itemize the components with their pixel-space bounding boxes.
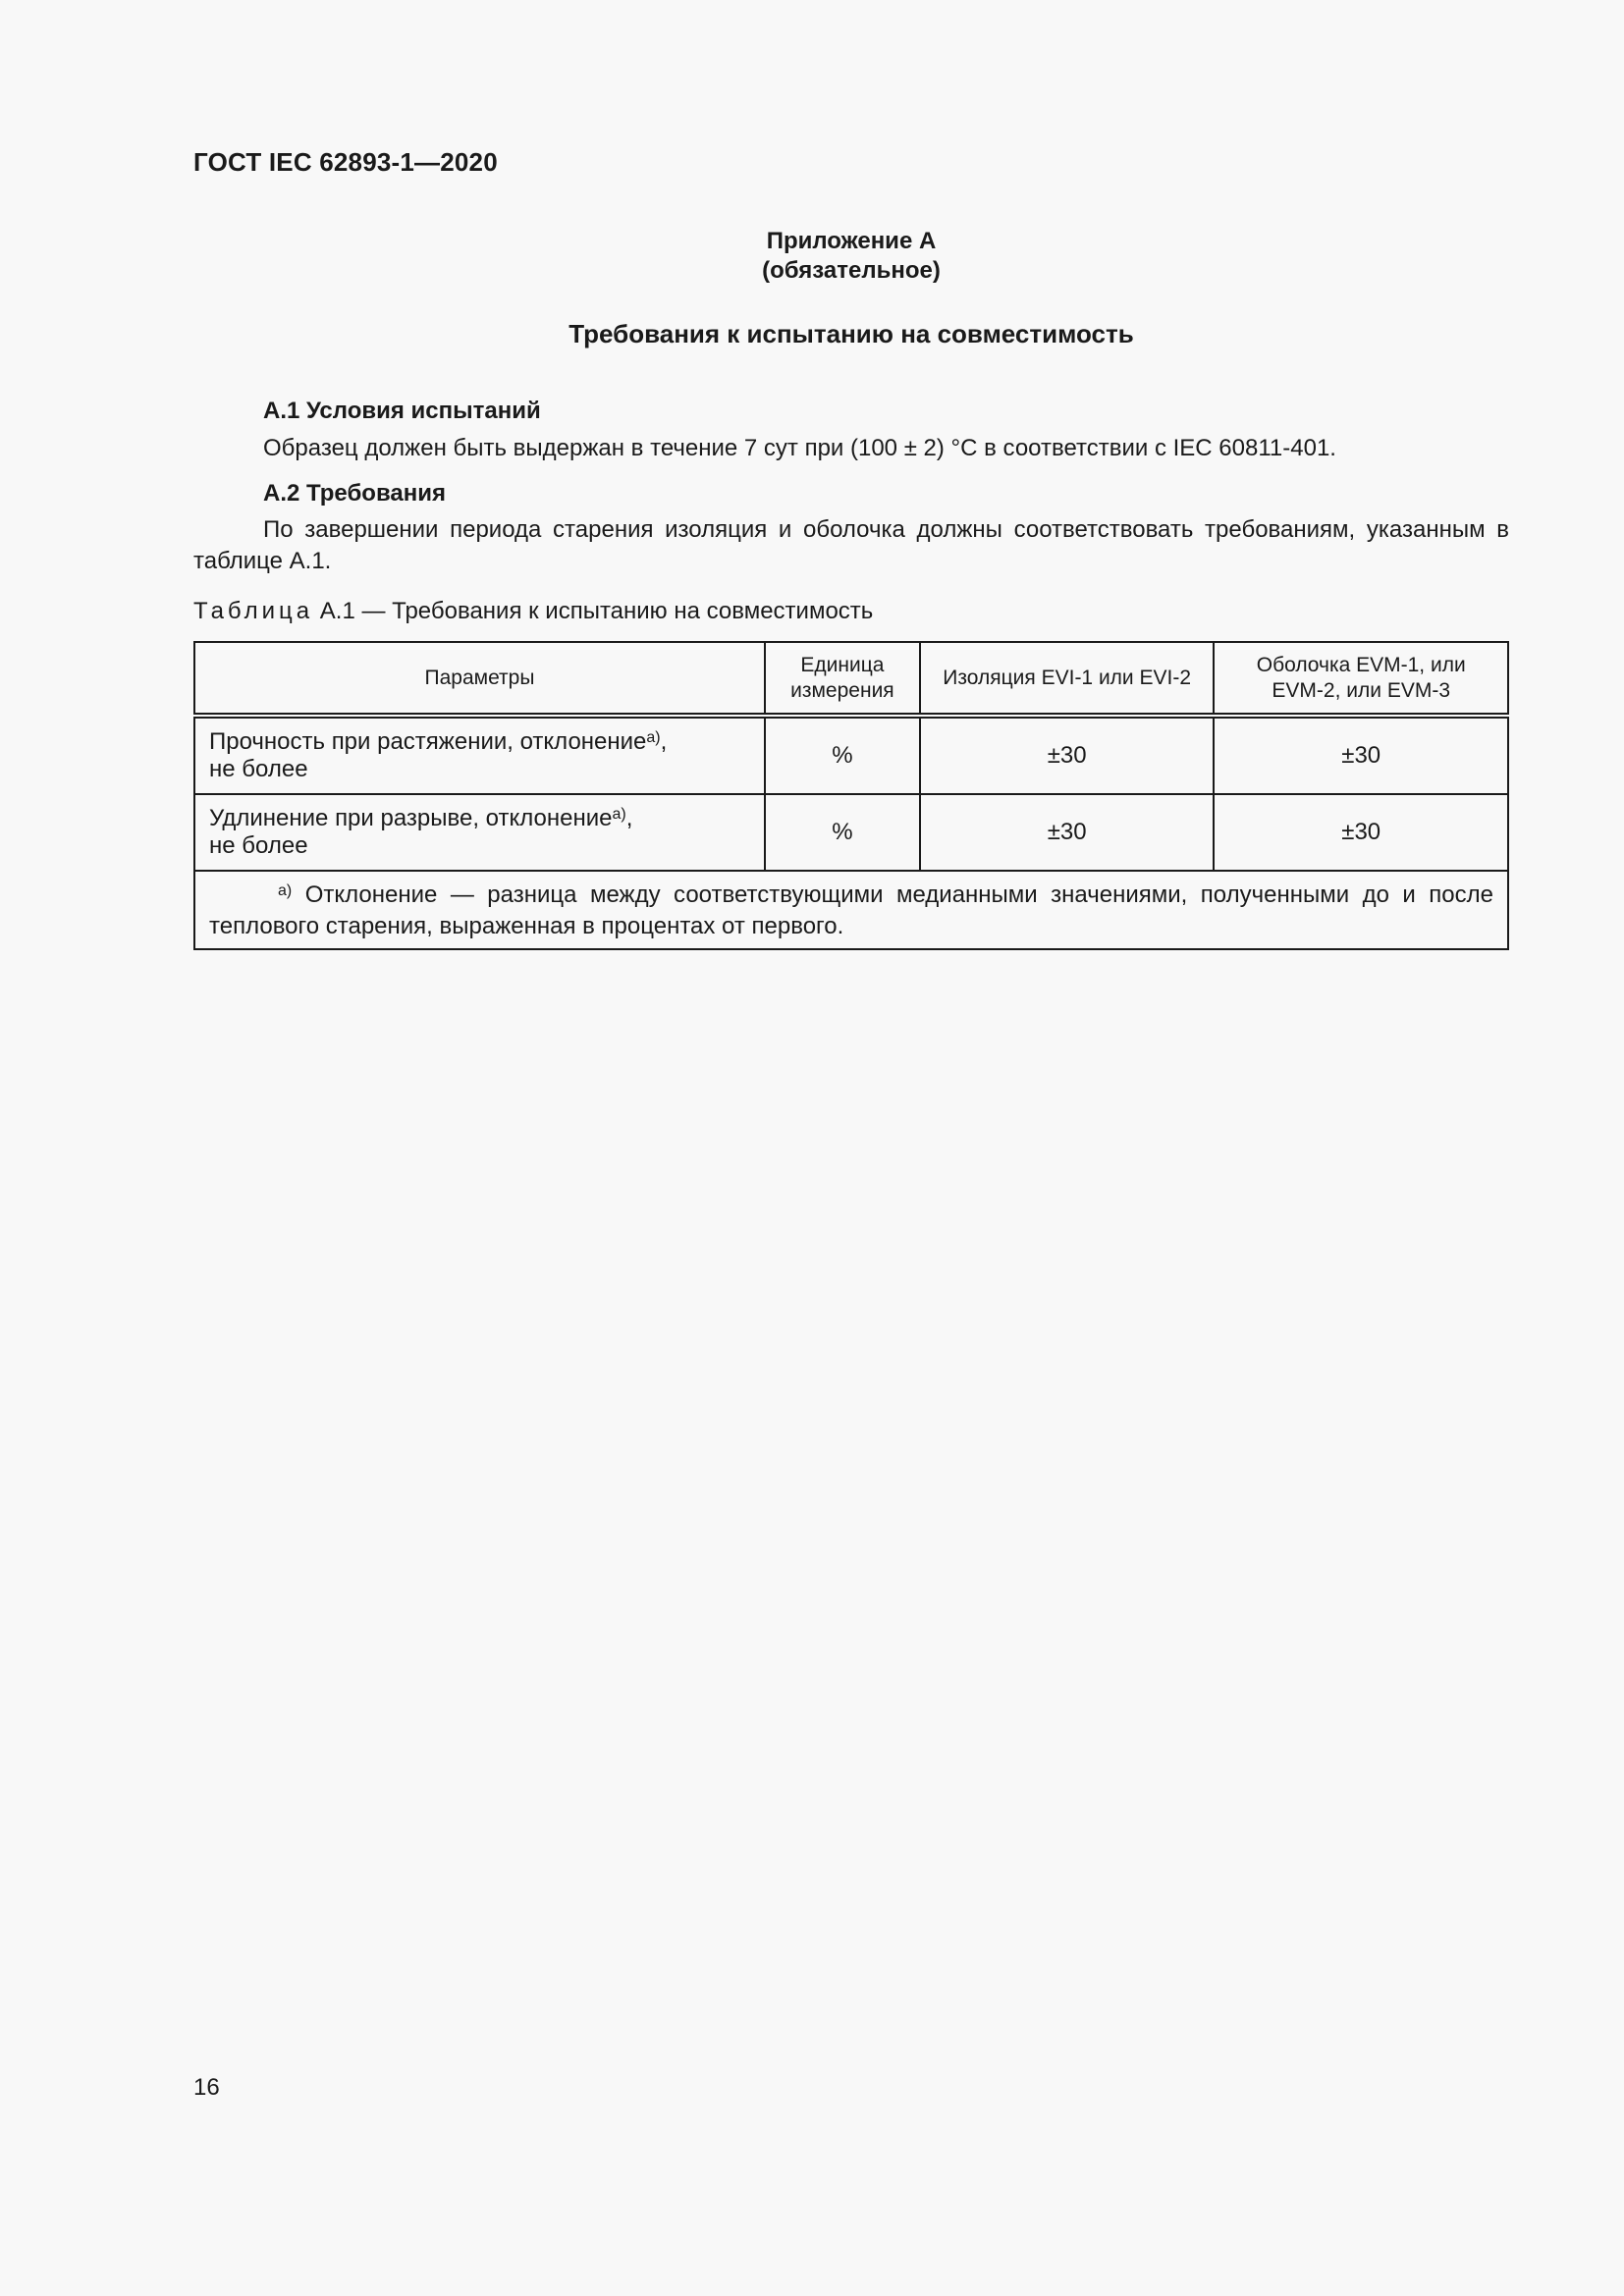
row-unit: % [765, 716, 920, 794]
section-a1-heading: А.1 Условия испытаний [263, 398, 541, 424]
row-param-line2: не более [209, 756, 308, 782]
row-insulation: ±30 [920, 794, 1215, 871]
standard-header: ГОСТ IEC 62893-1—2020 [193, 147, 498, 177]
row-param [194, 716, 765, 794]
table-caption-text: А.1 — Требования к испытанию на совместимость [313, 598, 874, 624]
table-caption [193, 598, 873, 625]
row-param-text: Удлинение при разрыве, отклонение [209, 805, 613, 831]
table-row [194, 716, 1508, 794]
row-unit: % [765, 794, 920, 871]
page-number: 16 [193, 2074, 220, 2101]
annex-status: (обязательное) [762, 257, 941, 284]
table-caption-prefix: Таблица [193, 598, 314, 624]
row-param [194, 794, 765, 871]
row-sheath: ±30 [1214, 794, 1508, 871]
footnote-mark: а) [278, 882, 293, 899]
row-param-tail: , [625, 805, 633, 831]
footnote-text: Отклонение — разница между соответствующими медианными значениями, полученными до и после теплового старения, выраженная в процентах от первого. [209, 881, 1493, 939]
table-footnote [194, 871, 1508, 949]
annex-title: Приложение А [766, 228, 937, 254]
row-sheath: ±30 [1214, 716, 1508, 794]
section-a2-text: По завершении периода старения изоляция и оболочка должны соответствовать требованиям, указанным в таблице А.1. [193, 516, 1509, 574]
footnote-mark: а) [612, 806, 626, 823]
header-sheath: Оболочка EVM-1, или EVM-2, или EVM-3 [1214, 642, 1508, 716]
header-param: Параметры [194, 642, 765, 716]
table-footnote-row [194, 871, 1508, 949]
header-insulation: Изоляция EVI-1 или EVI-2 [920, 642, 1215, 716]
row-param-line2: не более [209, 832, 308, 859]
row-param-text: Прочность при растяжении, отклонение [209, 728, 647, 755]
footnote-mark: а) [646, 729, 661, 746]
row-insulation: ±30 [920, 716, 1215, 794]
row-param-tail: , [660, 728, 668, 755]
section-a1-text: Образец должен быть выдержан в течение 7 сут при (100 ± 2) °С в соответствии с IEC 60811-401. [263, 435, 1336, 461]
requirements-table [193, 641, 1509, 950]
table-header-row [194, 642, 1508, 716]
header-unit: Единица измерения [765, 642, 920, 716]
section-a2-heading: А.2 Требования [263, 480, 446, 507]
table-row [194, 794, 1508, 871]
annex-heading: Требования к испытанию на совместимость [568, 319, 1134, 348]
